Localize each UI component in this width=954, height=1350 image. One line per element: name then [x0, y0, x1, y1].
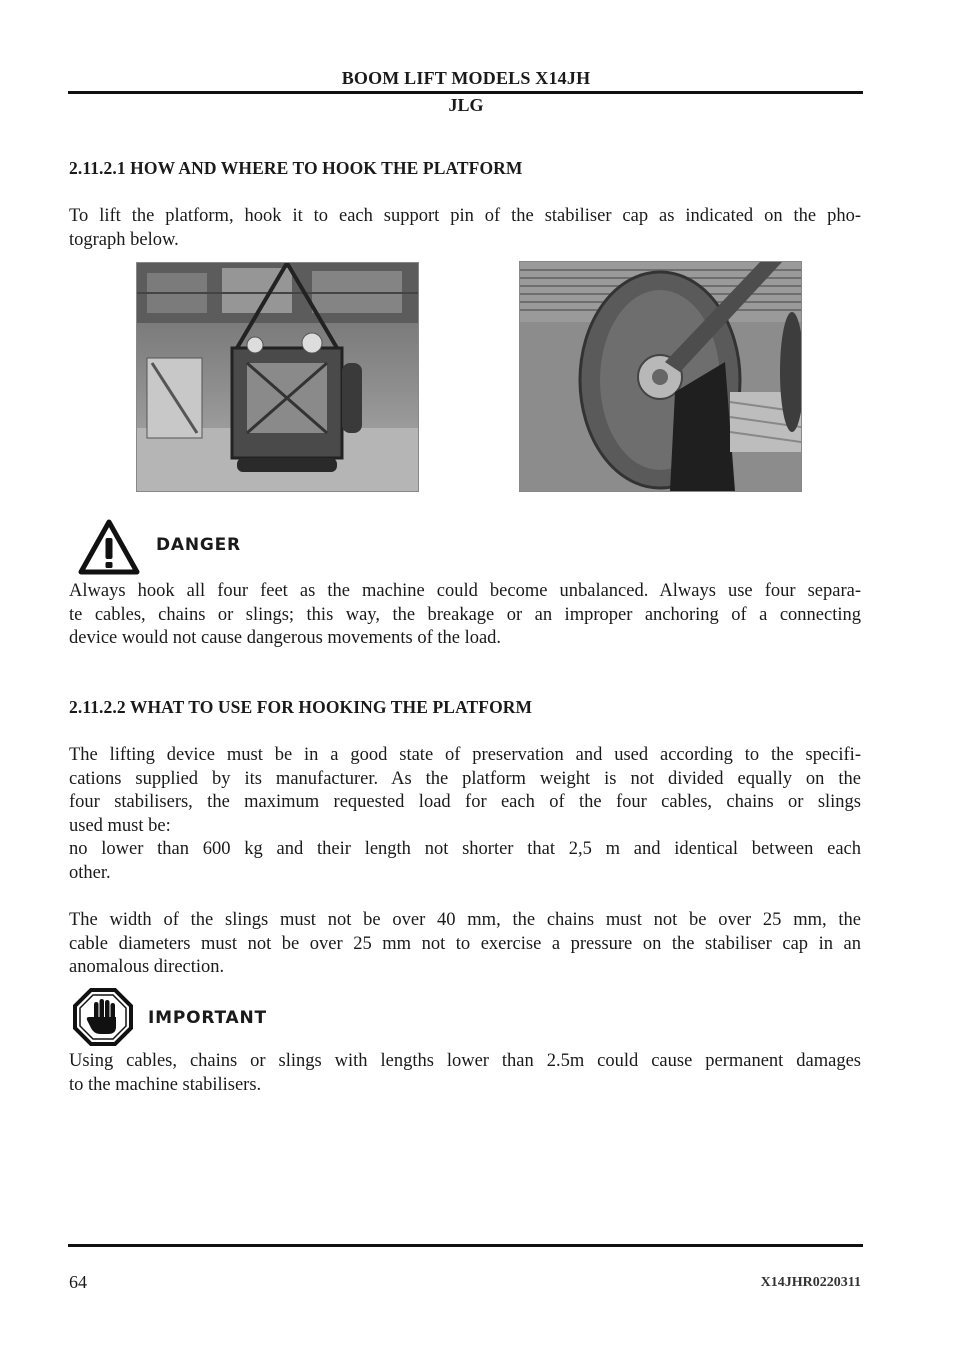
brand-name: JLG: [448, 95, 484, 115]
danger-warning-icon: [78, 519, 140, 575]
requirements-line: no lower than 600 kg and their length not shorter that 2,5 m and identical between each: [69, 839, 861, 860]
requirements-paragraph: [69, 744, 861, 886]
danger-line: te cables, chains or slings; this way, the breakage or an improper anchoring of a connecting: [69, 604, 861, 625]
stop-hand-icon: [72, 987, 134, 1047]
document-code: X14JHR0220311: [760, 1275, 861, 1290]
photo-stabiliser-illustration: [520, 262, 801, 491]
dimensions-paragraph: [69, 909, 861, 980]
section-heading-how-where: 2.11.2.1 HOW AND WHERE TO HOOK THE PLATFORM: [69, 158, 523, 178]
dimensions-line: anomalous direction.: [69, 957, 225, 978]
photo-platform-hooked: [136, 262, 419, 492]
section-heading-what-to-use: 2.11.2.2 WHAT TO USE FOR HOOKING THE PLATFORM: [69, 697, 533, 717]
danger-line: Always hook all four feet as the machine could become unbalanced. Always use four separa-: [69, 581, 861, 601]
important-label: IMPORTANT: [148, 1008, 267, 1028]
danger-paragraph: [69, 580, 861, 651]
photo-platform-illustration: [137, 263, 418, 491]
important-line: Using cables, chains or slings with lengths lower than 2.5m could cause permanent damages: [69, 1051, 861, 1071]
requirements-line: cations supplied by its manufacturer. As the platform weight is not divided equally on the: [69, 768, 861, 789]
intro-line: To lift the platform, hook it to each support pin of the stabiliser cap as indicated on the pho-: [69, 206, 861, 226]
footer-rule: [68, 1244, 863, 1247]
requirements-line: The lifting device must be in a good state of preservation and used according to the specifi-: [69, 745, 861, 765]
danger-label: DANGER: [156, 535, 241, 555]
requirements-line: other.: [69, 862, 111, 883]
photo-stabiliser-cap: [519, 261, 802, 492]
intro-line: tograph below.: [69, 229, 179, 250]
requirements-line: used must be:: [69, 815, 171, 836]
dimensions-line: cable diameters must not be over 25 mm not to exercise a pressure on the stabiliser cap in an: [69, 933, 861, 954]
important-line: to the machine stabilisers.: [69, 1074, 262, 1095]
requirements-line: four stabilisers, the maximum requested load for each of the four cables, chains or slings: [69, 792, 861, 813]
dimensions-line: The width of the slings must not be over 40 mm, the chains must not be over 25 mm, the: [69, 910, 861, 930]
document-title: BOOM LIFT MODELS X14JH: [341, 68, 591, 88]
important-paragraph: [69, 1050, 861, 1097]
intro-paragraph: [69, 205, 861, 252]
header-rule: [68, 91, 863, 94]
page-number: 64: [69, 1272, 87, 1292]
danger-line: device would not cause dangerous movements of the load.: [69, 628, 502, 649]
